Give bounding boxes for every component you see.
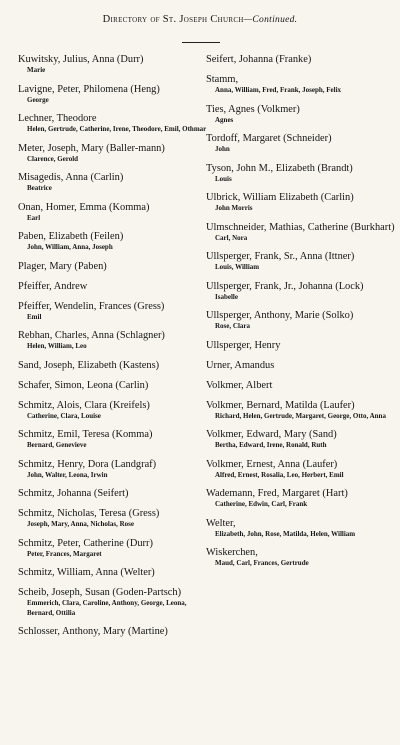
directory-entry	[206, 73, 396, 96]
children-list: Joseph, Mary, Anna, Nicholas, Rose	[27, 520, 134, 528]
directory-entry	[206, 132, 396, 155]
directory-entry	[18, 399, 208, 422]
directory-entry	[206, 546, 396, 569]
directory-entry	[18, 566, 208, 579]
children-list: Louis	[215, 174, 232, 183]
directory-entry	[18, 537, 208, 560]
directory-entry	[18, 458, 208, 481]
directory-entry	[18, 625, 208, 638]
children-list: Carl, Nora	[215, 233, 248, 242]
page-header	[0, 14, 400, 25]
children-list: Earl	[27, 213, 41, 222]
header-title: Directory of St. Joseph Church	[102, 14, 244, 25]
family-name: Volkmer, Edward, Mary (Sand)	[206, 429, 337, 440]
children-list: Maud, Carl, Frances, Gertrude	[215, 559, 309, 567]
children-list: Emmerich, Clara, Caroline, Anthony, George, Leona, Bernard, Ottilia	[27, 599, 187, 617]
directory-entry	[18, 507, 208, 530]
children-list: Alfred, Ernest, Rosalia, Leo, Herbert, Emil	[215, 470, 344, 479]
family-name: Volkmer, Ernest, Anna (Laufer)	[206, 458, 338, 470]
directory-entry	[206, 517, 396, 540]
children-list: John	[215, 145, 230, 153]
directory-entry	[206, 379, 396, 392]
children-list: Isabelle	[215, 292, 238, 301]
family-name: Wiskerchen,	[206, 547, 258, 558]
children-list: Agnes	[215, 115, 234, 124]
directory-entry	[206, 191, 396, 214]
children-list: Catherine, Edwin, Carl, Frank	[215, 500, 308, 508]
children-list: Bernard, Genevieve	[27, 441, 87, 449]
family-name: Wademann, Fred, Margaret (Hart)	[206, 488, 348, 499]
family-name: Ullsperger, Frank, Sr., Anna (Ittner)	[206, 251, 355, 262]
family-name: Schmitz, Emil, Teresa (Komma)	[18, 429, 153, 440]
directory-entry	[18, 359, 208, 372]
family-name: Sand, Joseph, Elizabeth (Kastens)	[18, 359, 160, 371]
family-name: Misagedis, Anna (Carlin)	[18, 172, 124, 183]
family-name: Ulbrick, William Elizabeth (Carlin)	[206, 192, 354, 203]
family-name: Ulmschneider, Mathias, Catherine (Burkhart)	[206, 221, 395, 233]
family-name: Ullsperger, Frank, Jr., Johanna (Lock)	[206, 280, 364, 292]
family-name: Schmitz, William, Anna (Welter)	[18, 567, 155, 578]
directory-entry	[18, 487, 208, 500]
children-list: Rose, Clara	[215, 322, 250, 330]
children-list: Clarence, Gerold	[27, 154, 79, 163]
family-name: Schmitz, Peter, Catherine (Durr)	[18, 537, 153, 549]
family-name: Pfeiffer, Andrew	[18, 280, 88, 292]
directory-entry	[18, 171, 208, 194]
directory-entry	[206, 103, 396, 126]
family-name: Tordoff, Margaret (Schneider)	[206, 133, 332, 144]
directory-entry	[206, 53, 396, 66]
directory-entry	[206, 487, 396, 510]
family-name: Schlosser, Anthony, Mary (Martine)	[18, 626, 168, 637]
family-name: Urner, Amandus	[206, 359, 275, 371]
family-name: Lavigne, Peter, Philomena (Heng)	[18, 83, 160, 95]
directory-entry	[18, 112, 208, 135]
children-list: Peter, Frances, Margaret	[27, 549, 102, 558]
right-column	[206, 53, 396, 576]
directory-entry	[18, 300, 208, 323]
family-name: Paben, Elizabeth (Feilen)	[18, 231, 124, 242]
family-name: Scheib, Joseph, Susan (Goden-Partsch)	[18, 587, 182, 598]
family-name: Onan, Homer, Emma (Komma)	[18, 201, 150, 213]
children-list: Bertha, Edward, Irene, Ronald, Ruth	[215, 441, 327, 449]
directory-entry	[18, 230, 208, 253]
directory-entry	[206, 428, 396, 451]
directory-entry	[18, 586, 208, 618]
family-name: Volkmer, Bernard, Matilda (Laufer)	[206, 399, 355, 411]
directory-entry	[18, 379, 208, 392]
directory-entry	[18, 53, 208, 76]
family-name: Pfeiffer, Wendelin, Frances (Gress)	[18, 300, 165, 312]
directory-entry	[206, 359, 396, 372]
directory-entry	[18, 329, 208, 352]
header-rule	[182, 42, 220, 43]
directory-entry	[206, 250, 396, 273]
directory-entry	[18, 201, 208, 224]
directory-entry	[18, 83, 208, 106]
family-name: Volkmer, Albert	[206, 379, 273, 391]
family-name: Seifert, Johanna (Franke)	[206, 54, 312, 65]
children-list: Emil	[27, 312, 42, 321]
children-list: Louis, William	[215, 263, 260, 271]
directory-entry	[206, 162, 396, 185]
children-list: Anna, William, Fred, Frank, Joseph, Felix	[215, 86, 342, 94]
family-name: Rebhan, Charles, Anna (Schlagner)	[18, 330, 165, 341]
directory-entry	[18, 142, 208, 165]
family-name: Lechner, Theodore	[18, 113, 97, 124]
children-list: Beatrice	[27, 184, 52, 192]
family-name: Schmitz, Nicholas, Teresa (Gress)	[18, 508, 160, 519]
children-list: Elizabeth, John, Rose, Matilda, Helen, William	[215, 529, 356, 538]
children-list: John, Walter, Leona, Irwin	[27, 470, 108, 479]
children-list: Helen, William, Leo	[27, 342, 87, 350]
family-name: Stamm,	[206, 74, 239, 85]
family-name: Schmitz, Johanna (Seifert)	[18, 488, 129, 499]
directory-entry	[206, 309, 396, 332]
directory-entry	[206, 458, 396, 481]
family-name: Ullsperger, Henry	[206, 339, 281, 351]
family-name: Schmitz, Henry, Dora (Landgraf)	[18, 458, 157, 470]
header-continued: —Continued.	[243, 15, 298, 25]
children-list: Marie	[27, 66, 46, 74]
family-name: Kuwitsky, Julius, Anna (Durr)	[18, 54, 144, 65]
children-list: John, William, Anna, Joseph	[27, 243, 113, 251]
family-name: Ties, Agnes (Volkmer)	[206, 103, 300, 115]
directory-entry	[18, 428, 208, 451]
family-name: Schmitz, Alois, Clara (Kreifels)	[18, 399, 150, 411]
family-name: Welter,	[206, 517, 236, 529]
family-name: Plager, Mary (Paben)	[18, 260, 107, 272]
children-list: Helen, Gertrude, Catherine, Irene, Theodore, Emil, Othmar	[27, 125, 207, 133]
directory-entry	[206, 339, 396, 352]
directory-entry	[206, 280, 396, 303]
family-name: Ullsperger, Anthony, Marie (Solko)	[206, 310, 354, 321]
children-list: Richard, Helen, Gertrude, Margaret, George, Otto, Anna	[215, 411, 386, 420]
family-name: Schafer, Simon, Leona (Carlin)	[18, 379, 149, 391]
family-name: Meter, Joseph, Mary (Baller-mann)	[18, 142, 165, 154]
children-list: Catherine, Clara, Louise	[27, 411, 101, 420]
family-name: Tyson, John M., Elizabeth (Brandt)	[206, 162, 353, 174]
directory-entry	[18, 260, 208, 273]
children-list: John Morris	[215, 204, 253, 212]
left-column	[18, 53, 208, 645]
directory-entry	[206, 221, 396, 244]
directory-entry	[18, 280, 208, 293]
directory-entry	[206, 399, 396, 422]
children-list: George	[27, 95, 49, 104]
